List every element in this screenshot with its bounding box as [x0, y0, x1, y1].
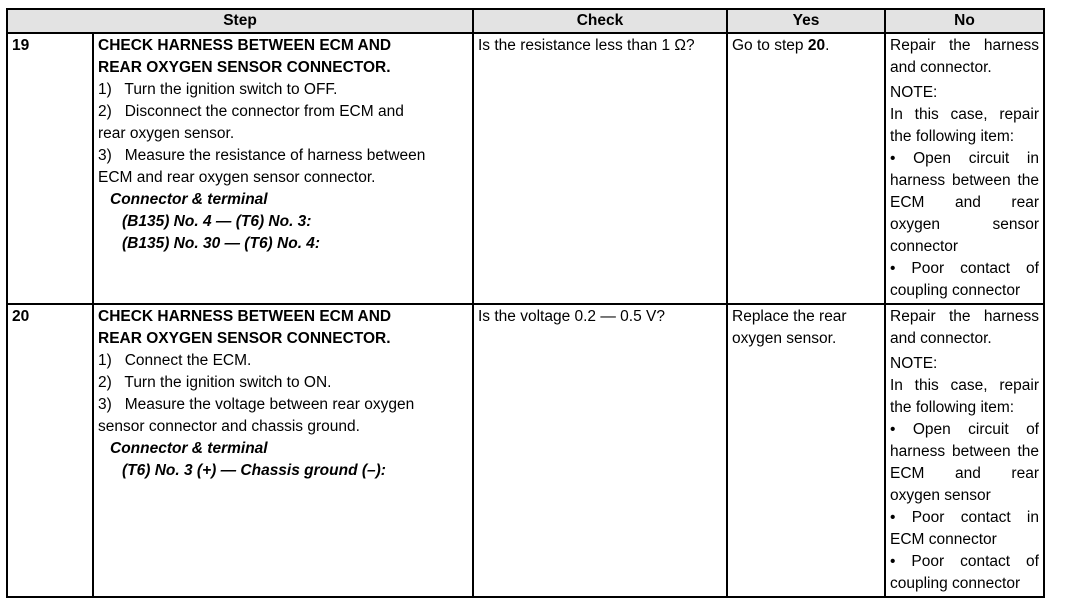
step-title-line: REAR OXYGEN SENSOR CONNECTOR. [98, 59, 391, 76]
connector-terminal: (B135) No. 4 — (T6) No. 3: [122, 213, 312, 230]
no-bullet: • Open circuit of harness between the ECM and rear oxygen sensor [890, 421, 1039, 504]
step-instruction: rear oxygen sensor. [98, 125, 235, 142]
no-text: Repair the harness and connector. [890, 37, 1039, 76]
step-instruction: 1) Turn the ignition switch to OFF. [98, 81, 338, 98]
no-bullet: • Poor contact of coupling connector [890, 553, 1039, 592]
connector-heading: Connector & terminal [110, 440, 268, 457]
step-description [93, 304, 473, 597]
step-instruction: 1) Connect the ECM. [98, 352, 252, 369]
note-label: NOTE: [890, 355, 938, 372]
step-instruction: 3) Measure the voltage between rear oxygen [98, 396, 415, 413]
step-title-line: CHECK HARNESS BETWEEN ECM AND [98, 37, 392, 54]
step-title-line: CHECK HARNESS BETWEEN ECM AND [98, 308, 392, 325]
step-instruction: 2) Turn the ignition switch to ON. [98, 374, 332, 391]
note-label: NOTE: [890, 84, 938, 101]
diagnostic-table [6, 8, 1045, 598]
yes-suffix: . [825, 37, 830, 54]
yes-action: Replace the rear oxygen sensor. [727, 304, 885, 597]
no-text: In this case, repair the following item: [890, 106, 1039, 145]
header-yes: Yes [727, 9, 885, 33]
connector-terminal: (B135) No. 30 — (T6) No. 4: [122, 235, 321, 252]
no-text: Repair the harness and connector. [890, 308, 1039, 347]
header-no: No [885, 9, 1044, 33]
no-text: In this case, repair the following item: [890, 377, 1039, 416]
step-instruction: sensor connector and chassis ground. [98, 418, 360, 435]
table-row [7, 33, 1044, 304]
no-bullet: • Poor contact in ECM connector [890, 509, 1039, 548]
no-bullet: • Open circuit in harness between the ECM and rear oxygen sensor connector [890, 150, 1039, 255]
no-action [885, 304, 1044, 597]
step-number: 20 [7, 304, 93, 597]
step-description [93, 33, 473, 304]
step-number: 19 [7, 33, 93, 304]
step-instruction: ECM and rear oxygen sensor connector. [98, 169, 376, 186]
check-question: Is the resistance less than 1 Ω? [473, 33, 727, 304]
connector-terminal: (T6) No. 3 (+) — Chassis ground (–): [122, 462, 386, 479]
no-action [885, 33, 1044, 304]
yes-prefix: Go to step [732, 37, 808, 54]
step-instruction: 3) Measure the resistance of harness between [98, 147, 426, 164]
connector-heading: Connector & terminal [110, 191, 268, 208]
step-title-line: REAR OXYGEN SENSOR CONNECTOR. [98, 330, 391, 347]
table-row [7, 304, 1044, 597]
yes-action [727, 33, 885, 304]
check-question: Is the voltage 0.2 — 0.5 V? [473, 304, 727, 597]
no-bullet: • Poor contact of coupling connector [890, 260, 1039, 299]
yes-step-link: 20 [807, 37, 826, 54]
step-instruction: 2) Disconnect the connector from ECM and [98, 103, 404, 120]
header-check: Check [473, 9, 727, 33]
header-row [7, 9, 1044, 33]
header-step: Step [7, 9, 473, 33]
